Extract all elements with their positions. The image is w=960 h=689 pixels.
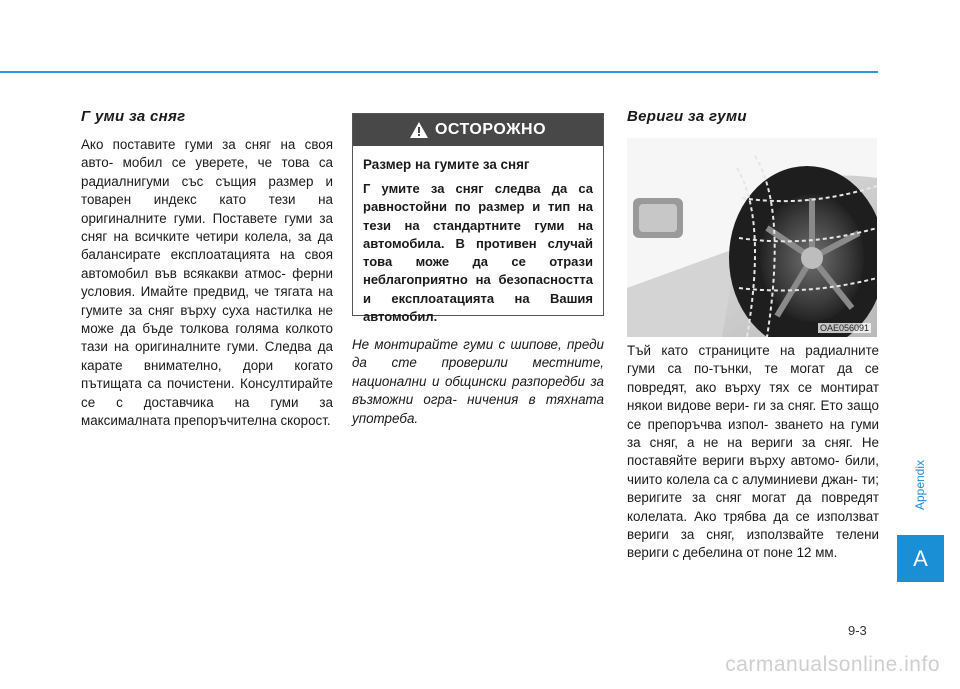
top-rule <box>0 71 878 73</box>
snow-tires-heading: Г уми за сняг <box>81 108 186 125</box>
page-number: 9-3 <box>848 623 867 638</box>
appendix-label-text: Appendix <box>913 459 928 511</box>
studded-tires-note <box>352 336 604 428</box>
tire-chains-body <box>627 342 879 563</box>
tire-chain-illustration <box>627 138 877 337</box>
tire-chain-photo <box>627 138 877 337</box>
caution-text: Г умите за сняг следва да са равностойни по размер и тип на тези на стандартните гуми на автомобила. В противен случай това може да се отрази неблагоприятно на безопасността и експлоатацията на Вашия автомобил. <box>363 181 593 325</box>
warning-triangle-icon <box>410 122 428 138</box>
studded-tires-text: Не монтирайте гуми с шипове, преди да сте проверили местните, национални и общински разпоредби за възможни огра- ничения в тяхната употреба. <box>352 337 604 426</box>
tire-chains-text: Тъй като страниците на радиалните гуми са по-тънки, те могат да се повредят, ако върху тях се монтират някои видове вери- ги за сняг. Ето защо се препоръчва изпол- зването на гуми за сняг, а не на вериги за сняг. Не поставяйте вериги върху автомо- били, чиито колела са с алуминиеви джан- ти; веригите за сняг могат да повредят колелата. Ако трябва да се използват вериги за сняг, използвайте телени вериги с дебелина от поне 12 мм. <box>627 343 879 561</box>
caution-title: Размер на гумите за сняг <box>363 157 530 172</box>
watermark: carmanualsonline.info <box>725 653 940 676</box>
appendix-section-label <box>909 440 931 530</box>
caution-box <box>352 113 604 325</box>
photo-caption: OAE056091 <box>819 323 869 333</box>
snow-tires-section <box>81 108 333 431</box>
tire-chains-section <box>627 108 879 136</box>
appendix-tab-letter: A <box>913 545 928 571</box>
appendix-tab[interactable] <box>897 535 944 582</box>
tire-chains-heading: Вериги за гуми <box>627 108 747 125</box>
caution-header-label: ОСТОРОЖНО <box>434 121 547 138</box>
caution-header <box>353 114 603 146</box>
snow-tires-text: Ако поставите гуми за сняг на своя авто- мобил се уверете, че това са радиалнигуми със същия размер и товарен индекс като тези на оригиналните гуми. Поставете гуми за сняг на всичките четири колела, за да балансирате експлоатацията на своя автомобил във всякакви атмос- ферни условия. Имайте предвид, че тягата на гумите за сняг върху суха настилка не може да бъде толкова голяма колкото тази на оригиналните гуми. Следва да карате внимателно, дори когато пътищата са почистени. Консултирайте се с доставчика на гуми за максималната препоръчителна скорост. <box>81 137 333 429</box>
